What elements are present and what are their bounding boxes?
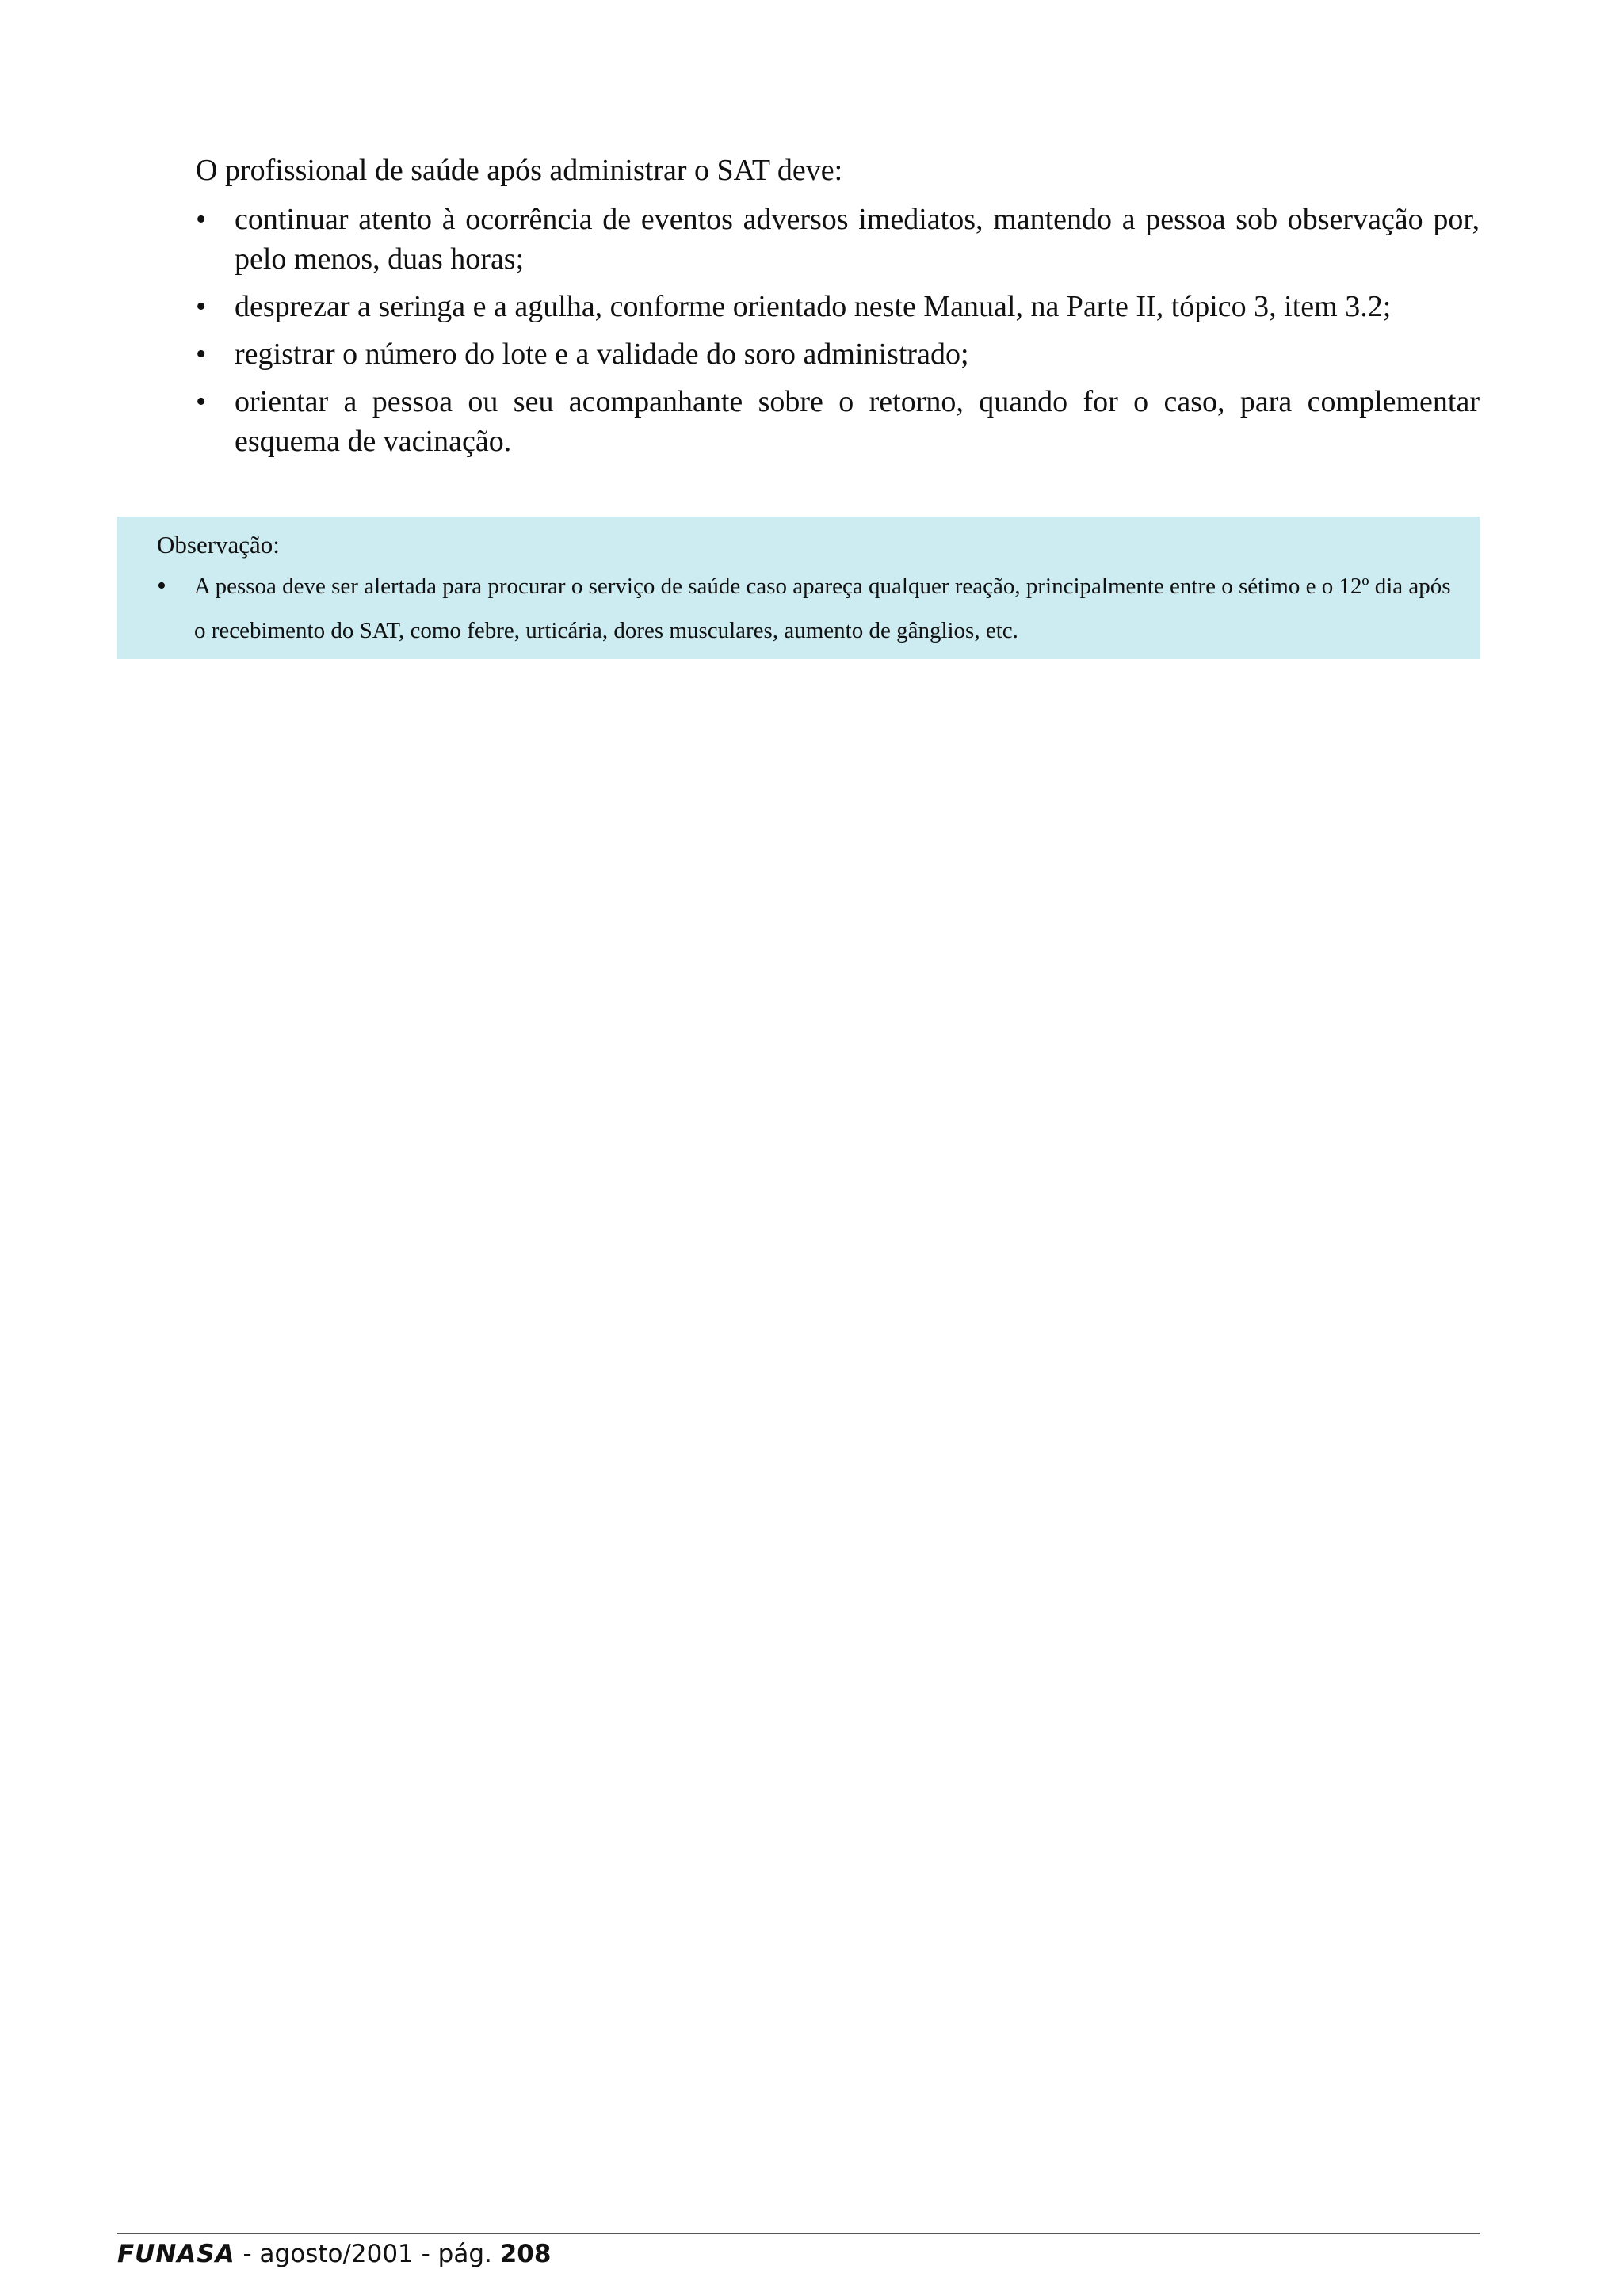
list-item-text: desprezar a seringa e a agulha, conforme orientado neste Manual, na Parte II, tópico 3, item 3.2; — [235, 290, 1392, 323]
bullet-icon: • — [196, 203, 207, 236]
observation-title: Observação: — [157, 531, 280, 559]
list-item-text: orientar a pessoa ou seu acompanhante sobre o retorno, quando for o caso, para complementar esquema de vacinação. — [235, 385, 1480, 458]
list-item — [196, 200, 1480, 279]
page-footer — [117, 2237, 551, 2271]
observation-box — [117, 517, 1480, 659]
list-item — [196, 382, 1480, 461]
list-item — [196, 334, 1480, 374]
list-item — [196, 287, 1480, 326]
bullet-icon: • — [157, 571, 166, 601]
observation-item — [157, 564, 1461, 653]
footer-separator: - — [413, 2240, 438, 2268]
observation-list — [157, 564, 1461, 653]
list-item-text: continuar atento à ocorrência de eventos adversos imediatos, mantendo a pessoa sob observação por, pelo menos, duas horas; — [235, 203, 1480, 276]
footer-divider — [117, 2233, 1480, 2234]
bullet-list — [196, 200, 1480, 469]
footer-organization: FUNASA — [117, 2240, 235, 2268]
footer-date: agosto/2001 — [259, 2240, 414, 2268]
bullet-icon: • — [196, 290, 207, 323]
bullet-icon: • — [196, 385, 207, 418]
intro-paragraph: O profissional de saúde após administrar o SAT deve: — [196, 154, 843, 187]
list-item-text: registrar o número do lote e a validade do soro administrado; — [235, 338, 969, 371]
footer-page-label: pág. — [437, 2240, 500, 2268]
bullet-icon: • — [196, 338, 207, 371]
footer-page-number: 208 — [499, 2240, 552, 2268]
observation-item-text: A pessoa deve ser alertada para procurar o serviço de saúde caso apareça qualquer reação, principalmente entre o sétimo e o 12º dia após o recebimento do SAT, como febre, urticária, dores musculares, aumento de gânglios, etc. — [194, 574, 1451, 643]
footer-separator: - — [235, 2240, 260, 2268]
